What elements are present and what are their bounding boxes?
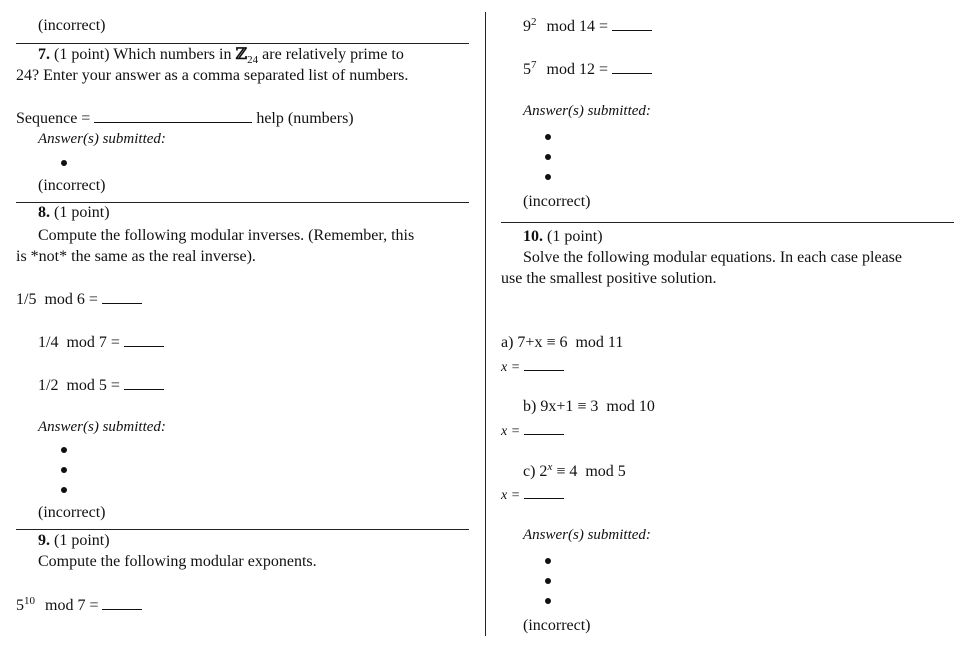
answer-bullet [545, 174, 551, 180]
problem-10-line1: Solve the following modular equations. In each case please [523, 249, 902, 266]
inverse-q2-text: 1/4 mod 7 = [38, 334, 120, 351]
equation-c-pre: c) 2 [523, 463, 548, 480]
problem-10-number: 10. [523, 228, 543, 245]
inverse-q2-input[interactable] [124, 332, 164, 347]
problem-10-points: (1 point) [547, 228, 603, 245]
equation-c-x-label: x = [501, 488, 521, 503]
problem-7-points: (1 point) [54, 46, 110, 63]
equation-c-post: ≡ 4 mod 5 [552, 463, 626, 480]
answer-bullet [545, 134, 551, 140]
problem-8-line1: Compute the following modular inverses. (Remember, this [38, 227, 415, 244]
exponent-q3-input[interactable] [612, 59, 652, 74]
exponent-q1-input[interactable] [102, 595, 142, 610]
problem-8-points: (1 point) [54, 204, 110, 221]
problem-7-heading [38, 44, 404, 65]
answer-bullet [545, 578, 551, 584]
help-numbers-link[interactable]: help (numbers) [256, 110, 354, 127]
sequence-label: Sequence = [16, 110, 91, 127]
divider-p9 [16, 529, 469, 530]
problem-7-text-b: are relatively prime to [262, 46, 404, 63]
equation-b-row [501, 420, 564, 442]
problem-10-status: (incorrect) [523, 617, 591, 634]
problem-8-number: 8. [38, 204, 50, 221]
problem-9-answers-label: Answer(s) submitted: [523, 103, 651, 119]
exponent-q2-exp: 2 [531, 16, 537, 28]
exponent-q1-rest: mod 7 = [45, 597, 99, 614]
answer-bullet [545, 598, 551, 604]
problem-9-line1: Compute the following modular exponents. [38, 553, 317, 570]
equation-c-exp: x [547, 461, 553, 473]
equation-c-input[interactable] [524, 484, 564, 499]
equation-c [523, 462, 626, 482]
problem-9-heading [38, 531, 110, 551]
answer-bullet [545, 558, 551, 564]
equation-a-input[interactable] [524, 356, 564, 371]
divider-p10 [501, 222, 954, 223]
exponent-q1-base: 5 [16, 597, 24, 614]
exponent-q2-row [523, 16, 652, 37]
exponent-q2-input[interactable] [612, 16, 652, 31]
inverse-q1-input[interactable] [102, 289, 142, 304]
inverse-q2-row [38, 332, 164, 353]
inverse-q3-row [38, 375, 164, 396]
problem-8-heading [38, 203, 110, 223]
answer-bullet [61, 447, 67, 453]
sequence-row [16, 108, 354, 129]
exponent-q3-rest: mod 12 = [546, 61, 608, 78]
problem-7-answers-label: Answer(s) submitted: [38, 131, 166, 147]
inverse-q1-row [16, 289, 142, 310]
answer-bullet [545, 154, 551, 160]
inverse-q3-input[interactable] [124, 375, 164, 390]
answer-bullet [61, 467, 67, 473]
problem-7-status: (incorrect) [38, 177, 106, 194]
exponent-q1-exp: 10 [24, 595, 35, 607]
problem-10-answers-label: Answer(s) submitted: [523, 527, 651, 543]
exponent-q2-base: 9 [523, 18, 531, 35]
exponent-q1-row [16, 595, 142, 616]
problem-10-line2: use the smallest positive solution. [501, 270, 717, 287]
column-divider [485, 12, 486, 636]
problem-6-status: (incorrect) [38, 17, 106, 34]
equation-c-row [501, 484, 564, 506]
problem-7-number: 7. [38, 46, 50, 63]
sequence-input[interactable] [94, 108, 252, 123]
equation-a-x-label: x = [501, 360, 521, 375]
problem-7-text-a: Which numbers in [113, 46, 232, 63]
answer-bullet [61, 160, 67, 166]
problem-9-status: (incorrect) [523, 193, 591, 210]
exponent-q2-rest: mod 14 = [546, 18, 608, 35]
problem-8-status: (incorrect) [38, 504, 106, 521]
inverse-q1-text: 1/5 mod 6 = [16, 291, 98, 308]
problem-8-line2: is *not* the same as the real inverse). [16, 248, 256, 265]
exponent-q3-base: 5 [523, 61, 531, 78]
exponent-q3-row [523, 59, 652, 80]
integers-set-subscript: 24 [247, 54, 259, 67]
problem-10-heading [523, 227, 603, 247]
problem-8-answers-label: Answer(s) submitted: [38, 419, 166, 435]
equation-a-row [501, 356, 564, 378]
integers-set-symbol: ℤ [235, 44, 248, 63]
exponent-q3-exp: 7 [531, 59, 537, 71]
problem-9-number: 9. [38, 532, 50, 549]
problem-7-line2: 24? Enter your answer as a comma separated list of numbers. [16, 67, 409, 84]
equation-b-input[interactable] [524, 420, 564, 435]
equation-b-x-label: x = [501, 424, 521, 439]
equation-b: b) 9x+1 ≡ 3 mod 10 [523, 398, 655, 415]
equation-a: a) 7+x ≡ 6 mod 11 [501, 334, 624, 351]
answer-bullet [61, 487, 67, 493]
problem-9-points: (1 point) [54, 532, 110, 549]
inverse-q3-text: 1/2 mod 5 = [38, 377, 120, 394]
